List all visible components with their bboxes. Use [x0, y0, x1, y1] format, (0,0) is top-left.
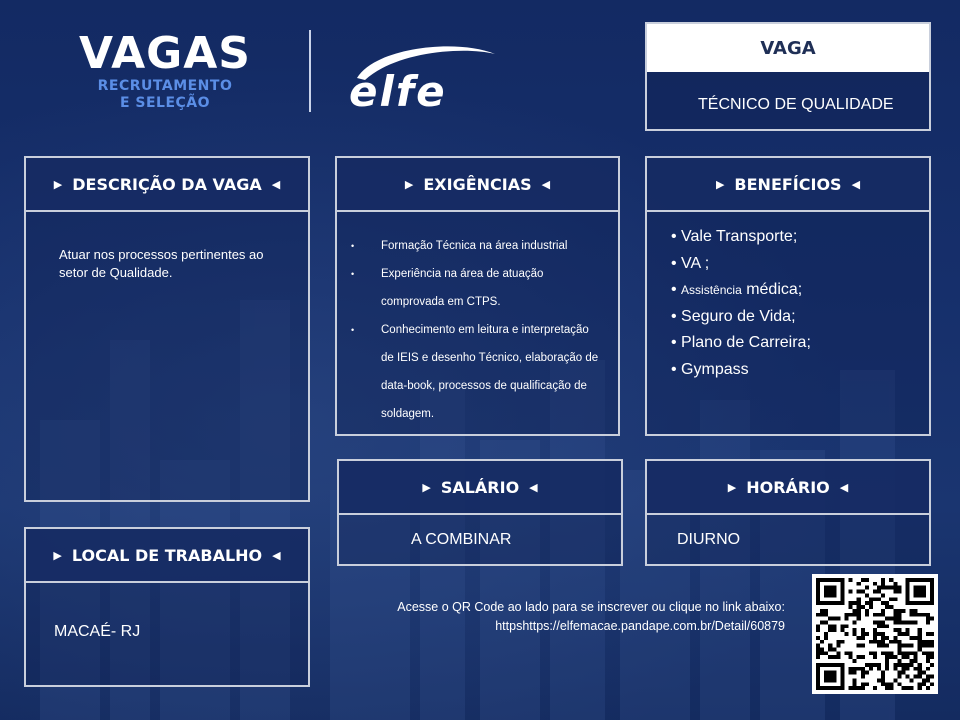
arrow-right-icon: ▶ — [422, 480, 431, 494]
beneficio-text: Seguro de Vida; — [681, 307, 796, 325]
elfe-logo — [345, 40, 530, 115]
horario-box — [645, 459, 931, 566]
list-item: • Gympass — [671, 360, 749, 378]
horario-header — [647, 461, 929, 515]
local-header-label: LOCAL DE TRABALHO — [71, 545, 263, 565]
footer-instructions — [330, 598, 785, 636]
list-item: • Assistência médica; — [671, 281, 803, 298]
horario-value: DIURNO — [677, 531, 741, 548]
arrow-right-icon: ▶ — [727, 480, 737, 494]
application-link[interactable]: httpshttps://elfemacae.pandape.com.br/Detail/60879 — [495, 619, 785, 633]
salario-value: A COMBINAR — [411, 531, 512, 548]
arrow-left-icon: ◀ — [851, 177, 861, 191]
beneficio-text: Vale Transporte; — [681, 228, 798, 245]
local-box — [24, 527, 310, 687]
descricao-header — [26, 158, 308, 212]
vaga-box — [645, 22, 931, 131]
bullet-icon: • — [351, 325, 355, 335]
beneficio-text: Plano de Carreira; — [681, 334, 811, 351]
arrow-right-icon: ▶ — [53, 548, 62, 562]
elfe-logo-text: elfe — [349, 67, 447, 115]
vagas-logo — [70, 30, 260, 112]
qr-code-icon — [816, 578, 934, 690]
beneficio-text: Assistência — [681, 283, 742, 297]
vaga-title: TÉCNICO DE QUALIDADE — [698, 96, 894, 113]
logo-divider — [309, 30, 311, 112]
list-item: • VA ; — [671, 254, 710, 272]
exigencias-header — [337, 158, 618, 212]
salario-header-label: SALÁRIO — [440, 477, 520, 497]
exigencia-text: Conhecimento em leitura e interpretação de IEIS e desenho Técnico, elaboração de data-book, processos de qualificação de soldagem. — [381, 324, 599, 420]
beneficio-text: Gympass — [681, 360, 749, 378]
descricao-box — [24, 156, 310, 502]
arrow-right-icon: ▶ — [404, 177, 414, 191]
exigencias-box — [335, 156, 620, 436]
vaga-header: VAGA — [647, 24, 929, 72]
exigencia-text: Formação Técnica na área industrial — [381, 240, 568, 252]
arrow-left-icon: ◀ — [272, 548, 281, 562]
beneficios-list — [647, 212, 929, 383]
beneficio-text: VA ; — [681, 254, 710, 272]
horario-header-label: HORÁRIO — [746, 477, 830, 497]
list-item: • Plano de Carreira; — [671, 334, 811, 351]
exigencias-header-label: EXIGÊNCIAS — [423, 174, 532, 194]
descricao-header-label: DESCRIÇÃO DA VAGA — [72, 174, 262, 194]
arrow-left-icon: ◀ — [839, 480, 849, 494]
vagas-logo-subtitle-2: E SELEÇÃO — [119, 95, 211, 111]
qr-code[interactable] — [812, 574, 938, 694]
arrow-right-icon: ▶ — [53, 177, 63, 191]
beneficios-header — [647, 158, 929, 212]
arrow-left-icon: ◀ — [541, 177, 551, 191]
footer-line-1: Acesse o QR Code ao lado para se inscrever ou clique no link abaixo: — [397, 600, 785, 614]
exigencias-list — [337, 212, 618, 428]
list-item: • Vale Transporte; — [671, 228, 798, 245]
bullet-icon: • — [351, 269, 355, 279]
list-item: • Seguro de Vida; — [671, 307, 796, 325]
list-item — [349, 232, 604, 260]
beneficios-box — [645, 156, 931, 436]
exigencia-text: Experiência na área de atuação comprovada em CTPS. — [381, 268, 544, 308]
list-item — [349, 316, 604, 428]
local-header — [26, 529, 308, 583]
beneficios-header-label: BENEFÍCIOS — [734, 174, 842, 194]
arrow-left-icon: ◀ — [271, 177, 281, 191]
salario-box — [337, 459, 623, 566]
vagas-logo-subtitle-1: RECRUTAMENTO — [97, 78, 233, 94]
arrow-right-icon: ▶ — [715, 177, 725, 191]
bullet-icon: • — [351, 241, 355, 251]
local-value: MACAÉ- RJ — [54, 623, 141, 640]
descricao-text: Atuar nos processos pertinentes ao setor de Qualidade. — [59, 247, 264, 280]
salario-header — [339, 461, 621, 515]
arrow-left-icon: ◀ — [529, 480, 538, 494]
list-item — [349, 260, 604, 316]
beneficio-text: médica; — [746, 281, 803, 298]
vagas-logo-title: VAGAS — [79, 28, 251, 79]
